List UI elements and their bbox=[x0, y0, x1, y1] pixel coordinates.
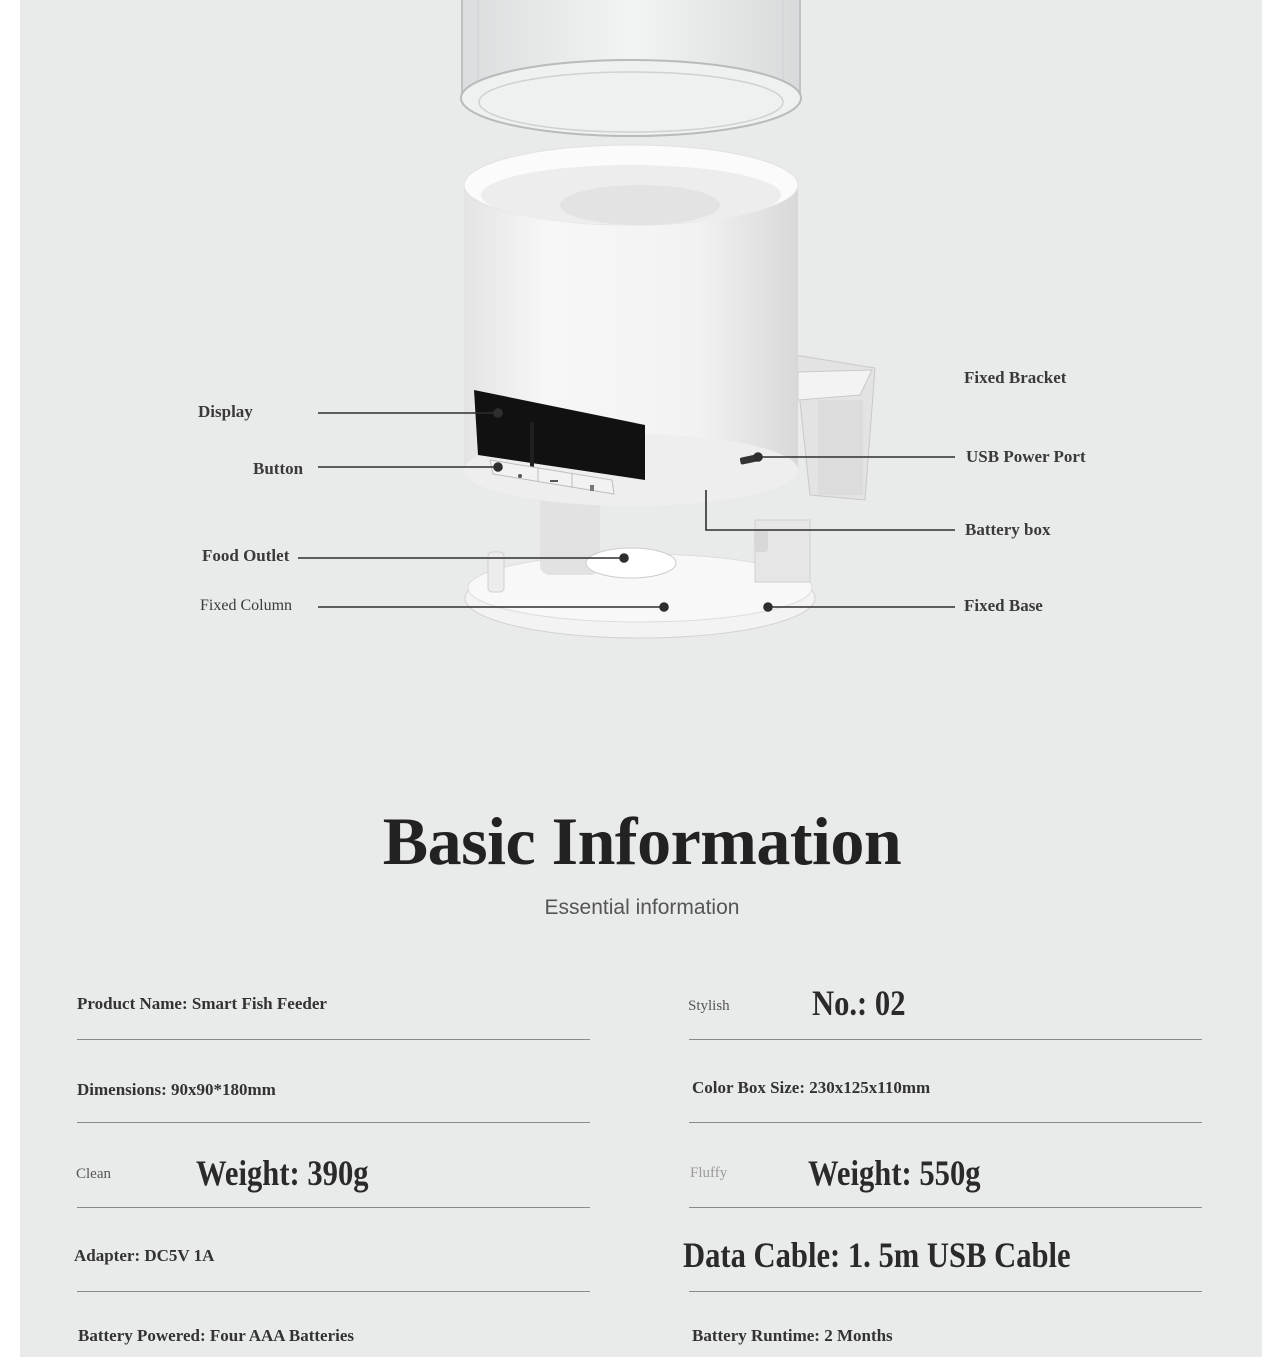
divider bbox=[689, 1291, 1202, 1292]
spec-dimensions: Dimensions: 90x90*180mm bbox=[77, 1080, 276, 1099]
label-fixed-base: Fixed Base bbox=[964, 596, 1043, 615]
label-battery-box: Battery box bbox=[965, 520, 1051, 539]
spec-adapter: Adapter: DC5V 1A bbox=[74, 1246, 215, 1265]
spec-battery-powered: Battery Powered: Four AAA Batteries bbox=[78, 1326, 355, 1345]
divider bbox=[689, 1207, 1202, 1208]
label-fixed-bracket: Fixed Bracket bbox=[964, 368, 1067, 387]
spec-battery-runtime: Battery Runtime: 2 Months bbox=[692, 1326, 893, 1345]
spec-model-no: No.: 02 bbox=[812, 983, 906, 1023]
spec-weight-net: Weight: 390g bbox=[196, 1153, 369, 1193]
spec-data-cable: Data Cable: 1. 5m USB Cable bbox=[683, 1235, 1071, 1275]
spec-clean-tag: Clean bbox=[76, 1166, 111, 1182]
spec-color-box-size: Color Box Size: 230x125x110mm bbox=[692, 1078, 931, 1097]
spec-product-name: Product Name: Smart Fish Feeder bbox=[77, 994, 327, 1013]
spec-stylish-tag: Stylish bbox=[688, 998, 730, 1014]
fixed-bracket-shape bbox=[795, 355, 875, 500]
spec-fluffy-tag: Fluffy bbox=[690, 1165, 728, 1181]
label-usb-power-port: USB Power Port bbox=[966, 447, 1086, 466]
spec-weight-gross: Weight: 550g bbox=[808, 1153, 981, 1193]
divider bbox=[77, 1039, 590, 1040]
label-fixed-column: Fixed Column bbox=[200, 597, 293, 614]
divider bbox=[77, 1122, 590, 1123]
main-body bbox=[464, 145, 798, 506]
section-subtitle: Essential information bbox=[544, 896, 740, 919]
divider bbox=[689, 1122, 1202, 1123]
label-button: Button bbox=[253, 459, 304, 478]
divider bbox=[77, 1207, 590, 1208]
label-food-outlet: Food Outlet bbox=[202, 546, 290, 565]
divider bbox=[689, 1039, 1202, 1040]
divider bbox=[77, 1291, 590, 1292]
fixed-base-shape bbox=[465, 495, 815, 638]
section-title: Basic Information bbox=[382, 803, 902, 879]
label-display: Display bbox=[198, 402, 253, 421]
clear-container bbox=[461, 0, 801, 136]
